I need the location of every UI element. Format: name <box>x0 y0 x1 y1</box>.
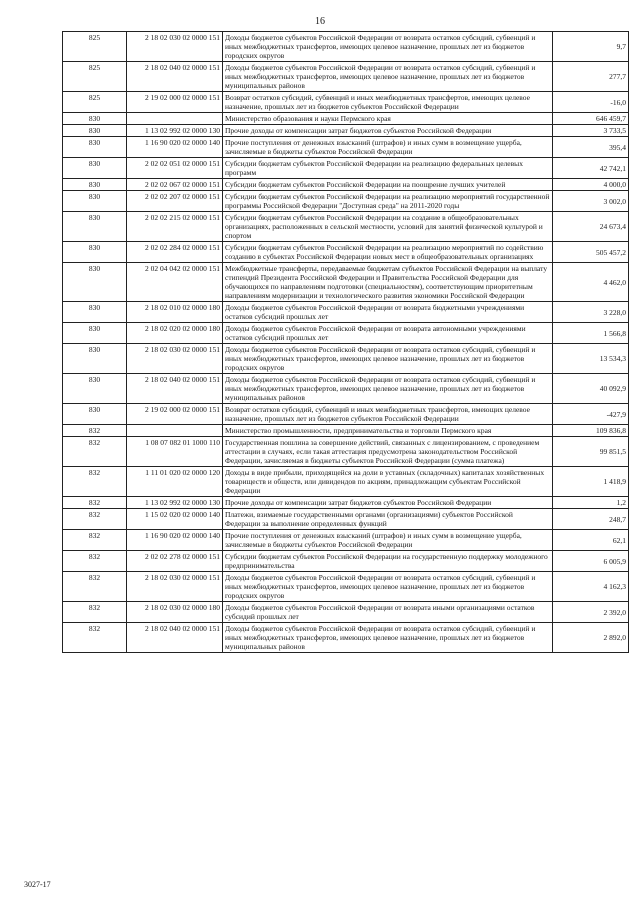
revenue-code-cell: 2 02 02 051 02 0000 151 <box>127 158 223 179</box>
table-row <box>63 302 629 323</box>
table-row <box>63 263 629 302</box>
admin-code-cell: 830 <box>63 212 127 242</box>
revenue-code-cell: 2 02 02 284 02 0000 151 <box>127 242 223 263</box>
table-row <box>63 530 629 551</box>
revenue-code-cell: 1 15 02 020 02 0000 140 <box>127 509 223 530</box>
revenue-code-cell: 2 18 02 040 02 0000 151 <box>127 62 223 92</box>
revenue-name-cell: Доходы бюджетов субъектов Российской Федерации от возврата автономными учреждениями остатков субсидий прошлых лет <box>223 323 553 344</box>
amount-cell: -427,9 <box>553 404 629 425</box>
table-row <box>63 374 629 404</box>
amount-cell: 3 002,0 <box>553 191 629 212</box>
admin-code-cell: 832 <box>63 497 127 509</box>
table-row <box>63 137 629 158</box>
revenue-code-cell <box>127 425 223 437</box>
revenue-code-cell: 2 18 02 030 02 0000 180 <box>127 602 223 623</box>
amount-cell: 4 462,0 <box>553 263 629 302</box>
amount-cell: 277,7 <box>553 62 629 92</box>
admin-code-cell: 832 <box>63 602 127 623</box>
revenue-code-cell: 1 16 90 020 02 0000 140 <box>127 530 223 551</box>
amount-cell: 1,2 <box>553 497 629 509</box>
revenue-code-cell: 2 02 02 278 02 0000 151 <box>127 551 223 572</box>
admin-code-cell: 830 <box>63 113 127 125</box>
revenue-name-cell: Субсидии бюджетам субъектов Российской Федерации на создание в общеобразовательных организациях, расположенных в сельской местности, условий для занятий физической культурой и спортом <box>223 212 553 242</box>
amount-cell: 395,4 <box>553 137 629 158</box>
revenue-name-cell: Прочие доходы от компенсации затрат бюджетов субъектов Российской Федерации <box>223 125 553 137</box>
amount-cell: 13 534,3 <box>553 344 629 374</box>
table-row <box>63 404 629 425</box>
revenue-name-cell: Доходы бюджетов субъектов Российской Федерации от возврата остатков субсидий, субвенций и иных межбюджетных трансфертов, имеющих целевое назначение, прошлых лет из бюджетов муниципальных районов <box>223 62 553 92</box>
amount-cell: 1 566,8 <box>553 323 629 344</box>
table-row <box>63 179 629 191</box>
table-row <box>63 602 629 623</box>
revenue-name-cell: Субсидии бюджетам субъектов Российской Федерации на реализацию федеральных целевых программ <box>223 158 553 179</box>
revenue-name-cell: Доходы бюджетов субъектов Российской Федерации от возврата остатков субсидий, субвенций и иных межбюджетных трансфертов, имеющих целевое назначение, прошлых лет из бюджетов городских округов <box>223 344 553 374</box>
revenue-code-cell: 1 16 90 020 02 0000 140 <box>127 137 223 158</box>
admin-code-cell: 825 <box>63 62 127 92</box>
revenue-code-cell: 2 18 02 030 02 0000 151 <box>127 344 223 374</box>
admin-code-cell: 830 <box>63 374 127 404</box>
amount-cell: 4 162,3 <box>553 572 629 602</box>
table-row <box>63 32 629 62</box>
admin-code-cell: 832 <box>63 572 127 602</box>
revenue-name-cell: Прочие поступления от денежных взысканий (штрафов) и иных сумм в возмещение ущерба, зачисляемые в бюджеты субъектов Российской Федерации <box>223 530 553 551</box>
revenue-code-cell: 2 18 02 030 02 0000 151 <box>127 32 223 62</box>
table-row <box>63 623 629 653</box>
revenue-name-cell: Доходы бюджетов субъектов Российской Федерации от возврата иными организациями остатков субсидий прошлых лет <box>223 602 553 623</box>
revenue-name-cell: Доходы бюджетов субъектов Российской Федерации от возврата остатков субсидий, субвенций и иных межбюджетных трансфертов, имеющих целевое назначение, прошлых лет из бюджетов муниципальных районов <box>223 623 553 653</box>
revenue-code-cell: 2 19 02 000 02 0000 151 <box>127 92 223 113</box>
table-row <box>63 323 629 344</box>
admin-code-cell: 830 <box>63 344 127 374</box>
revenue-name-cell: Субсидии бюджетам субъектов Российской Федерации на реализацию мероприятий по содействию созданию в субъектах Российской Федерации новых мест в общеобразовательных организациях <box>223 242 553 263</box>
table-row <box>63 467 629 497</box>
revenue-name-cell: Субсидии бюджетам субъектов Российской Федерации на поощрение лучших учителей <box>223 179 553 191</box>
admin-code-cell: 832 <box>63 467 127 497</box>
revenue-name-cell: Доходы в виде прибыли, приходящейся на доли в уставных (складочных) капиталах хозяйственных товариществ и обществ, или дивидендов по акциям, принадлежащим субъектам Российской Федерации <box>223 467 553 497</box>
amount-cell: 42 742,1 <box>553 158 629 179</box>
admin-code-cell: 830 <box>63 263 127 302</box>
amount-cell: 6 005,9 <box>553 551 629 572</box>
revenue-name-cell: Возврат остатков субсидий, субвенций и иных межбюджетных трансфертов, имеющих целевое назначение, прошлых лет из бюджетов субъектов Российской Федерации <box>223 92 553 113</box>
revenue-name-cell: Межбюджетные трансферты, передаваемые бюджетам субъектов Российской Федерации на выплату стипендий Президента Российской Федерации и Правительства Российской Федерации для обучающихся по направлениям подготовки (специальностям), соответствующим приоритетным направлениям модернизации и технологического развития экономики Российской Федерации <box>223 263 553 302</box>
revenue-code-cell: 2 18 02 010 02 0000 180 <box>127 302 223 323</box>
document-footer-code: 3027-17 <box>24 880 51 889</box>
page-number: 16 <box>315 16 325 27</box>
admin-code-cell: 830 <box>63 137 127 158</box>
admin-code-cell: 830 <box>63 158 127 179</box>
admin-code-cell: 832 <box>63 425 127 437</box>
revenue-name-cell: Доходы бюджетов субъектов Российской Федерации от возврата остатков субсидий, субвенций и иных межбюджетных трансфертов, имеющих целевое назначение, прошлых лет из бюджетов муниципальных районов <box>223 374 553 404</box>
admin-code-cell: 832 <box>63 509 127 530</box>
admin-code-cell: 830 <box>63 179 127 191</box>
amount-cell: 99 851,5 <box>553 437 629 467</box>
amount-cell: 9,7 <box>553 32 629 62</box>
revenue-code-cell: 2 19 02 000 02 0000 151 <box>127 404 223 425</box>
revenue-code-cell: 1 13 02 992 02 0000 130 <box>127 497 223 509</box>
revenue-name-cell: Прочие доходы от компенсации затрат бюджетов субъектов Российской Федерации <box>223 497 553 509</box>
table-row <box>63 158 629 179</box>
amount-cell: 3 228,0 <box>553 302 629 323</box>
table-row <box>63 572 629 602</box>
admin-code-cell: 830 <box>63 242 127 263</box>
admin-code-cell: 832 <box>63 437 127 467</box>
table-row <box>63 497 629 509</box>
revenue-table <box>62 31 629 653</box>
admin-code-cell: 832 <box>63 530 127 551</box>
amount-cell: 40 092,9 <box>553 374 629 404</box>
revenue-code-cell: 2 02 02 067 02 0000 151 <box>127 179 223 191</box>
admin-code-cell: 830 <box>63 191 127 212</box>
revenue-code-cell: 1 13 02 992 02 0000 130 <box>127 125 223 137</box>
revenue-name-cell: Государственная пошлина за совершение действий, связанных с лицензированием, с проведением аттестации в случаях, если такая аттестация предусмотрена законодательством Российской Федерации, зачисляемая в бюджеты субъектов Российской Федерации (сумма платежа) <box>223 437 553 467</box>
revenue-code-cell <box>127 113 223 125</box>
revenue-name-cell: Платежи, взимаемые государственными органами (организациями) субъектов Российской Федерации за выполнение определенных функций <box>223 509 553 530</box>
table-row <box>63 113 629 125</box>
admin-code-cell: 830 <box>63 302 127 323</box>
amount-cell: 24 673,4 <box>553 212 629 242</box>
amount-cell: 3 733,5 <box>553 125 629 137</box>
amount-cell: 505 457,2 <box>553 242 629 263</box>
table-row <box>63 62 629 92</box>
admin-code-cell: 830 <box>63 323 127 344</box>
amount-cell: 646 459,7 <box>553 113 629 125</box>
revenue-code-cell: 2 18 02 040 02 0000 151 <box>127 623 223 653</box>
revenue-name-cell: Доходы бюджетов субъектов Российской Федерации от возврата остатков субсидий, субвенций и иных межбюджетных трансфертов, имеющих целевое назначение, прошлых лет из бюджетов городских округов <box>223 32 553 62</box>
revenue-code-cell: 2 02 04 042 02 0000 151 <box>127 263 223 302</box>
table-row <box>63 242 629 263</box>
admin-code-cell: 830 <box>63 125 127 137</box>
revenue-name-cell: Возврат остатков субсидий, субвенций и иных межбюджетных трансфертов, имеющих целевое назначение, прошлых лет из бюджетов субъектов Российской Федерации <box>223 404 553 425</box>
revenue-name-cell: Прочие поступления от денежных взысканий (штрафов) и иных сумм в возмещение ущерба, зачисляемые в бюджеты субъектов Российской Федерации <box>223 137 553 158</box>
revenue-code-cell: 2 18 02 020 02 0000 180 <box>127 323 223 344</box>
amount-cell: 248,7 <box>553 509 629 530</box>
revenue-table-body <box>63 32 629 653</box>
revenue-code-cell: 1 08 07 082 01 1000 110 <box>127 437 223 467</box>
admin-code-cell: 832 <box>63 623 127 653</box>
admin-code-cell: 830 <box>63 404 127 425</box>
amount-cell: 2 892,0 <box>553 623 629 653</box>
table-row <box>63 437 629 467</box>
revenue-name-cell: Доходы бюджетов субъектов Российской Федерации от возврата остатков субсидий, субвенций и иных межбюджетных трансфертов, имеющих целевое назначение, прошлых лет из бюджетов городских округов <box>223 572 553 602</box>
table-row <box>63 425 629 437</box>
table-row <box>63 509 629 530</box>
table-row <box>63 344 629 374</box>
revenue-code-cell: 2 02 02 207 02 0000 151 <box>127 191 223 212</box>
revenue-code-cell: 2 18 02 040 02 0000 151 <box>127 374 223 404</box>
amount-cell: -16,0 <box>553 92 629 113</box>
table-row <box>63 212 629 242</box>
revenue-name-cell: Министерство образования и науки Пермского края <box>223 113 553 125</box>
admin-code-cell: 825 <box>63 32 127 62</box>
table-row <box>63 125 629 137</box>
revenue-code-cell: 1 11 01 020 02 0000 120 <box>127 467 223 497</box>
amount-cell: 2 392,0 <box>553 602 629 623</box>
revenue-code-cell: 2 18 02 030 02 0000 151 <box>127 572 223 602</box>
table-row <box>63 92 629 113</box>
revenue-name-cell: Субсидии бюджетам субъектов Российской Федерации на государственную поддержку молодежного предпринимательства <box>223 551 553 572</box>
admin-code-cell: 825 <box>63 92 127 113</box>
amount-cell: 4 000,0 <box>553 179 629 191</box>
amount-cell: 109 836,8 <box>553 425 629 437</box>
amount-cell: 62,1 <box>553 530 629 551</box>
revenue-code-cell: 2 02 02 215 02 0000 151 <box>127 212 223 242</box>
amount-cell: 1 418,9 <box>553 467 629 497</box>
admin-code-cell: 832 <box>63 551 127 572</box>
table-row <box>63 551 629 572</box>
revenue-name-cell: Министерство промышленности, предпринимательства и торговли Пермского края <box>223 425 553 437</box>
table-row <box>63 191 629 212</box>
revenue-name-cell: Доходы бюджетов субъектов Российской Федерации от возврата бюджетными учреждениями остатков субсидий прошлых лет <box>223 302 553 323</box>
revenue-name-cell: Субсидии бюджетам субъектов Российской Федерации на реализацию мероприятий государственной программы Российской Федерации "Доступная среда" на 2011-2020 годы <box>223 191 553 212</box>
